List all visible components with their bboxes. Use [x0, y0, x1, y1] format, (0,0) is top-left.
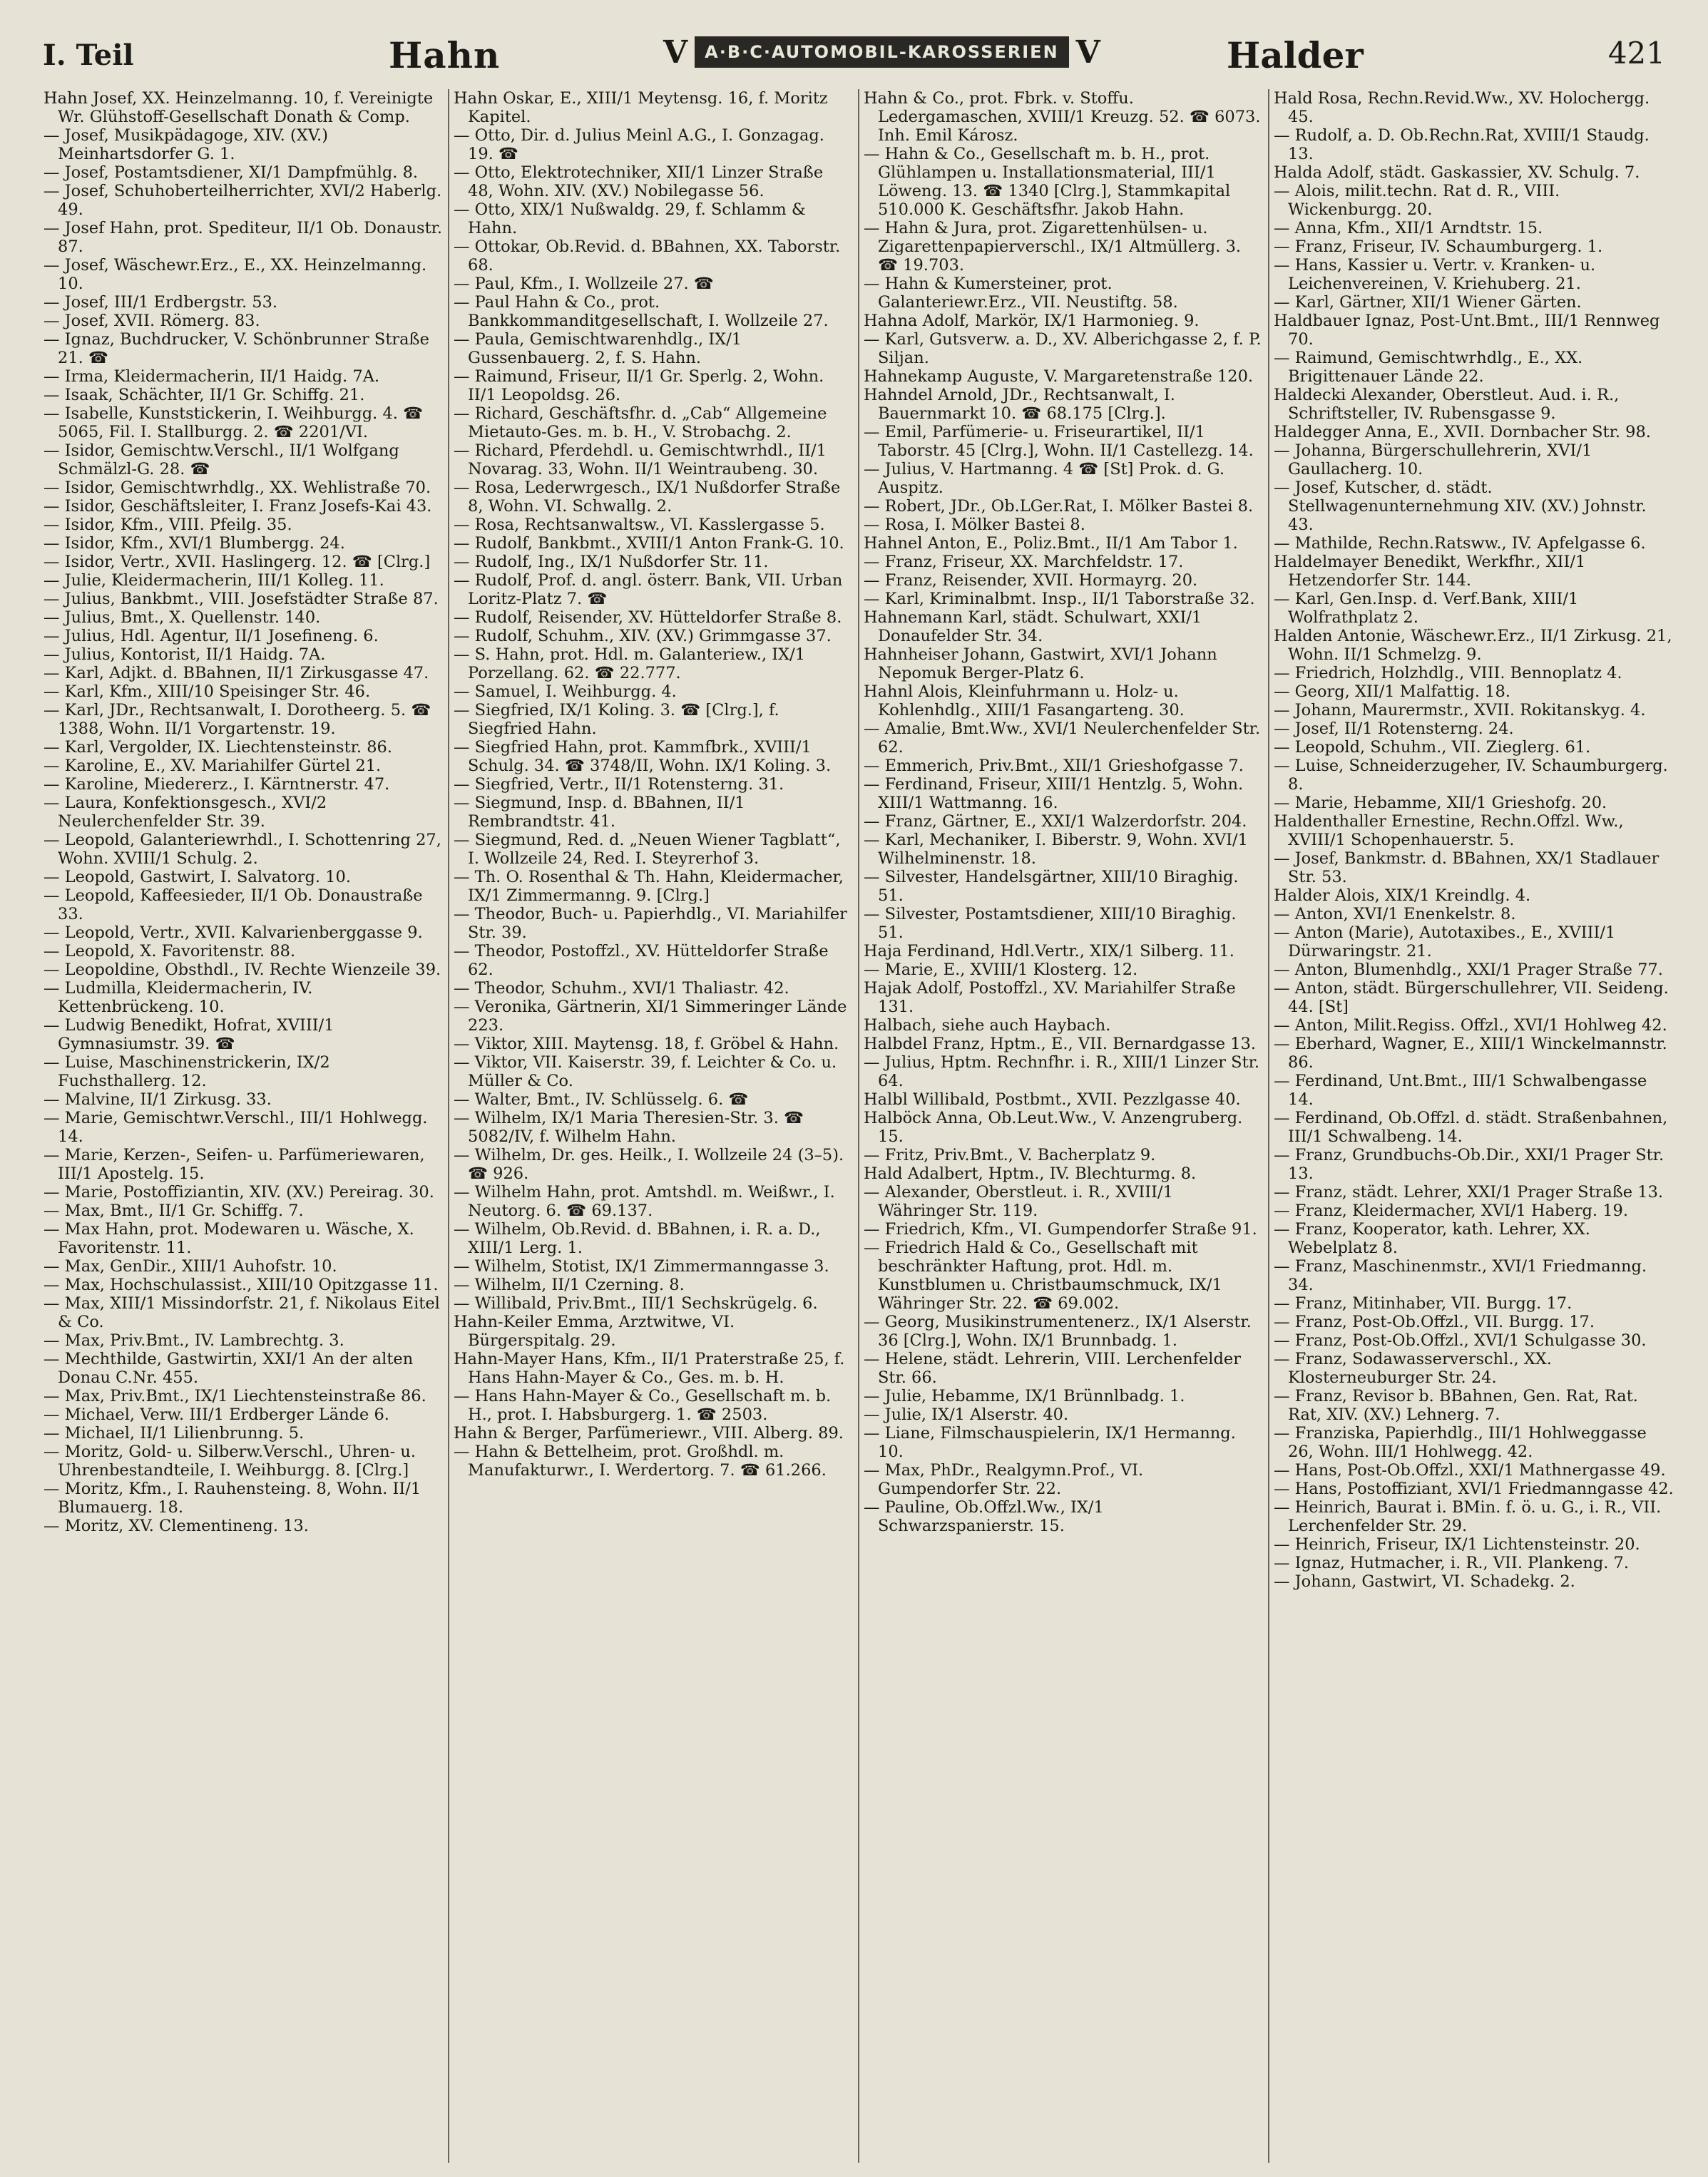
directory-entry: — Heinrich, Baurat i. BMin. f. ö. u. G., i. R., VII. Lerchenfelder Str. 29.	[1274, 1498, 1662, 1535]
directory-entry: — Michael, Verw. III/1 Erdberger Lände 6.	[44, 1405, 389, 1424]
directory-entry: — Franz, Friseur, IV. Schaumburgerg. 1.	[1274, 237, 1603, 256]
directory-entry: — Leopoldine, Obsthdl., IV. Rechte Wienzeile 39.	[44, 961, 441, 979]
directory-entry: — Otto, XIX/1 Nußwaldg. 29, f. Schlamm & Hahn.	[454, 200, 806, 237]
directory-entry: — Friedrich, Kfm., VI. Gumpendorfer Straße 91.	[864, 1220, 1257, 1239]
directory-entry: — Moritz, Kfm., I. Rauhensteing. 8, Wohn. II/1 Blumauerg. 18.	[44, 1480, 421, 1517]
directory-entry: — Isabelle, Kunststickerin, I. Weihburgg. 4. ☎ 5065, Fil. I. Stallburgg. 2. ☎ 2201/VI.	[44, 404, 424, 441]
directory-entry: — Robert, JDr., Ob.LGer.Rat, I. Mölker Bastei 8.	[864, 497, 1254, 516]
directory-entry: — Veronika, Gärtnerin, XI/1 Simmeringer Lände 223.	[454, 998, 847, 1035]
directory-entry: — Isidor, Gemischtw.Verschl., II/1 Wolfgang Schmälzl-G. 28. ☎	[44, 441, 399, 478]
advertisement-banner	[656, 34, 1108, 70]
directory-entry: Hahna Adolf, Markör, IX/1 Harmonieg. 9.	[864, 312, 1200, 330]
directory-entry: — Leopold, Schuhm., VII. Zieglerg. 61.	[1274, 738, 1591, 757]
directory-entry: — Julius, Bankbmt., VIII. Josefstädter Straße 87.	[44, 590, 439, 608]
directory-entry: — Siegfried Hahn, prot. Kammfbrk., XVIII/1 Schulg. 34. ☎ 3748/II, Wohn. IX/1 Koling. 3.	[454, 738, 832, 775]
directory-entry: — Emmerich, Priv.Bmt., XII/1 Grieshofgasse 7.	[864, 757, 1244, 775]
brand-logo-right: V	[1075, 34, 1100, 71]
directory-entry: — Karoline, E., XV. Mariahilfer Gürtel 21.	[44, 757, 382, 775]
directory-entry: — Max, Bmt., II/1 Gr. Schiffg. 7.	[44, 1202, 304, 1220]
directory-entry: — Siegfried, Vertr., II/1 Rotensterng. 31.	[454, 775, 784, 794]
directory-entry: Halder Alois, XIX/1 Kreindlg. 4.	[1274, 886, 1531, 905]
directory-entry: — Karl, Gärtner, XII/1 Wiener Gärten.	[1274, 293, 1582, 312]
directory-entry: — Marie, Postoffiziantin, XIV. (XV.) Pereirag. 30.	[44, 1183, 434, 1202]
directory-entry: — Willibald, Priv.Bmt., III/1 Sechskrügelg. 6.	[454, 1294, 818, 1313]
directory-entry: — Pauline, Ob.Offzl.Ww., IX/1 Schwarzspanierstr. 15.	[864, 1498, 1104, 1535]
directory-entry: — Anton (Marie), Autotaxibes., E., XVIII/1 Dürwaringstr. 21.	[1274, 923, 1616, 961]
directory-entry: — Julie, Hebamme, IX/1 Brünnlbadg. 1.	[864, 1387, 1185, 1405]
banner-text: A·B·C·AUTOMOBIL-KAROSSERIEN	[695, 36, 1069, 68]
directory-entry: — Friedrich Hald & Co., Gesellschaft mit beschränkter Haftung, prot. Hdl. m. Kunstblumen u. Christbaumschmuck, IX/1 Währinger Str. 22. ☎ 69.002.	[864, 1239, 1222, 1313]
directory-entry: — Marie, E., XVIII/1 Klosterg. 12.	[864, 961, 1138, 979]
directory-entry: — Franz, Maschinenmstr., XVI/1 Friedmanng. 34.	[1274, 1257, 1647, 1294]
directory-entry: — Paul, Kfm., I. Wollzeile 27. ☎	[454, 275, 714, 293]
directory-entry: — Julie, Kleidermacherin, III/1 Kolleg. 11.	[44, 571, 384, 590]
directory-entry: — Franz, städt. Lehrer, XXI/1 Prager Straße 13.	[1274, 1183, 1664, 1202]
directory-entry: — Emil, Parfümerie- u. Friseurartikel, II/1 Taborstr. 45 [Clrg.], Wohn. II/1 Castellezg. 14.	[864, 423, 1254, 460]
directory-entry: — Josef, Wäschewr.Erz., E., XX. Heinzelmanng. 10.	[44, 256, 427, 293]
directory-entry: — Josef, Schuhoberteilherrichter, XVI/2 Haberlg. 49.	[44, 182, 442, 219]
column-3	[859, 89, 1269, 2163]
directory-entry: — Karl, Kfm., XIII/10 Speisinger Str. 46.	[44, 682, 371, 701]
directory-entry: — Hans, Post-Ob.Offzl., XXI/1 Mathnergasse 49.	[1274, 1461, 1666, 1480]
directory-entry: — Wilhelm Hahn, prot. Amtshdl. m. Weißwr., I. Neutorg. 6. ☎ 69.137.	[454, 1183, 835, 1220]
directory-entry: — Anna, Kfm., XII/1 Arndtstr. 15.	[1274, 219, 1543, 237]
brand-logo-left: V	[663, 34, 688, 71]
directory-entry: — Julius, Kontorist, II/1 Haidg. 7A.	[44, 645, 326, 664]
directory-entry: — Max, PhDr., Realgymn.Prof., VI. Gumpendorfer Str. 22.	[864, 1461, 1144, 1498]
directory-entry: — Paul Hahn & Co., prot. Bankkommanditgesellschaft, I. Wollzeile 27.	[454, 293, 829, 330]
directory-entry: — Josef, Musikpädagoge, XIV. (XV.) Meinhartsdorfer G. 1.	[44, 126, 328, 163]
directory-entry: — Georg, Musikinstrumentenerz., IX/1 Alserstr. 36 [Clrg.], Wohn. IX/1 Brunnbadg. 1.	[864, 1313, 1252, 1350]
directory-entry: Hahnheiser Johann, Gastwirt, XVI/1 Johann Nepomuk Berger-Platz 6.	[864, 645, 1217, 682]
directory-entry: — Franz, Kooperator, kath. Lehrer, XX. Webelplatz 8.	[1274, 1220, 1590, 1257]
directory-entry: — Luise, Schneiderzugeher, IV. Schaumburgerg. 8.	[1274, 757, 1668, 794]
directory-entry: — Max, Priv.Bmt., IX/1 Liechtensteinstraße 86.	[44, 1387, 426, 1405]
directory-entry: — Th. O. Rosenthal & Th. Hahn, Kleidermacher, IX/1 Zimmermanng. 9. [Clrg.]	[454, 868, 844, 905]
directory-entry: — Johann, Maurermstr., XVII. Rokitanskyg. 4.	[1274, 701, 1646, 719]
directory-entry: — Wilhelm, Dr. ges. Heilk., I. Wollzeile 24 (3–5). ☎ 926.	[454, 1146, 844, 1183]
directory-entry: — Mechthilde, Gastwirtin, XXI/1 An der alten Donau C.Nr. 455.	[44, 1350, 414, 1387]
directory-entry: — Friedrich, Holzhdlg., VIII. Bennoplatz 4.	[1274, 664, 1622, 682]
directory-entry: — Helene, städt. Lehrerin, VIII. Lerchenfelder Str. 66.	[864, 1350, 1241, 1387]
directory-entry: — Wilhelm, Ob.Revid. d. BBahnen, i. R. a. D., XIII/1 Lerg. 1.	[454, 1220, 821, 1257]
directory-entry: — Julius, Bmt., X. Quellenstr. 140.	[44, 608, 321, 627]
directory-entry: Halden Antonie, Wäschewr.Erz., II/1 Zirkusg. 21, Wohn. II/1 Schmelzg. 9.	[1274, 627, 1672, 664]
directory-entry: — Karl, JDr., Rechtsanwalt, I. Dorotheerg. 5. ☎ 1388, Wohn. II/1 Vorgartenstr. 19.	[44, 701, 431, 738]
directory-entry: Haldelmayer Benedikt, Werkfhr., XII/1 Hetzendorfer Str. 144.	[1274, 553, 1586, 590]
directory-entry: — Leopold, Kaffeesieder, II/1 Ob. Donaustraße 33.	[44, 886, 423, 923]
directory-entry: — Luise, Maschinenstrickerin, IX/2 Fuchsthallerg. 12.	[44, 1053, 330, 1090]
directory-entry: — Marie, Kerzen-, Seifen- u. Parfümeriewaren, III/1 Apostelg. 15.	[44, 1146, 425, 1183]
directory-columns	[39, 89, 1687, 2163]
directory-entry: — Anton, Blumenhdlg., XXI/1 Prager Straße 77.	[1274, 961, 1663, 979]
directory-entry: — Johann, Gastwirt, VI. Schadekg. 2.	[1274, 1572, 1575, 1591]
directory-entry: Haldecki Alexander, Oberstleut. Aud. i. R., Schriftsteller, IV. Rubensgasse 9.	[1274, 386, 1620, 423]
page-number: 421	[1607, 36, 1665, 71]
directory-entry: — Viktor, VII. Kaiserstr. 39, f. Leichter & Co. u. Müller & Co.	[454, 1053, 837, 1090]
directory-entry: Haldenthaller Ernestine, Rechn.Offzl. Ww., XVIII/1 Schopenhauerstr. 5.	[1274, 812, 1624, 849]
directory-entry: — Marie, Gemischtwr.Verschl., III/1 Hohlwegg. 14.	[44, 1109, 428, 1146]
directory-entry: — Karl, Kriminalbmt. Insp., II/1 Taborstraße 32.	[864, 590, 1255, 608]
directory-entry: — Hans Hahn-Mayer & Co., Gesellschaft m. b. H., prot. I. Habsburgerg. 1. ☎ 2503.	[454, 1387, 832, 1424]
column-1	[39, 89, 449, 2163]
directory-entry: — Wilhelm, Stotist, IX/1 Zimmermanngasse 3.	[454, 1257, 829, 1276]
directory-entry: — Raimund, Friseur, II/1 Gr. Sperlg. 2, Wohn. II/1 Leopoldsg. 26.	[454, 367, 824, 404]
directory-entry: — Alexander, Oberstleut. i. R., XVIII/1 Währinger Str. 119.	[864, 1183, 1173, 1220]
directory-entry: — Moritz, XV. Clementineng. 13.	[44, 1517, 309, 1535]
directory-entry: — Siegmund, Insp. d. BBahnen, II/1 Rembrandtstr. 41.	[454, 794, 745, 831]
directory-entry: — Karl, Mechaniker, I. Biberstr. 9, Wohn. XVI/1 Wilhelminenstr. 18.	[864, 831, 1248, 868]
directory-entry: Hahn & Co., prot. Fbrk. v. Stoffu. Ledergamaschen, XVIII/1 Kreuzg. 52. ☎ 6073. Inh. Emil Károsz.	[864, 89, 1261, 145]
directory-entry: — Walter, Bmt., IV. Schlüsselg. 6. ☎	[454, 1090, 749, 1109]
directory-entry: — Johanna, Bürgerschullehrerin, XVI/1 Gaullacherg. 10.	[1274, 441, 1592, 478]
directory-entry: — Michael, II/1 Lilienbrunng. 5.	[44, 1424, 305, 1443]
directory-entry: — Isidor, Gemischtwrhdlg., XX. Wehlistraße 70.	[44, 478, 431, 497]
directory-entry: — Siegmund, Red. d. „Neuen Wiener Tagblatt“, I. Wollzeile 24, Red. I. Steyrerhof 3.	[454, 831, 841, 868]
directory-entry: Hajak Adolf, Postoffzl., XV. Mariahilfer Straße 131.	[864, 979, 1236, 1016]
directory-entry: — Karl, Adjkt. d. BBahnen, II/1 Zirkusgasse 47.	[44, 664, 429, 682]
directory-entry: — Josef, Kutscher, d. städt. Stellwagenunternehmung XIV. (XV.) Johnstr. 43.	[1274, 478, 1647, 534]
directory-entry: — Franz, Kleidermacher, XVI/1 Haberg. 19.	[1274, 1202, 1629, 1220]
last-surname-heading: Halder	[1227, 34, 1364, 76]
directory-entry: — Laura, Konfektionsgesch., XVI/2 Neulerchenfelder Str. 39.	[44, 794, 327, 831]
directory-entry: — Ottokar, Ob.Revid. d. BBahnen, XX. Taborstr. 68.	[454, 237, 841, 275]
directory-entry: Hald Rosa, Rechn.Revid.Ww., XV. Holochergg. 45.	[1274, 89, 1650, 126]
directory-entry: Haldegger Anna, E., XVII. Dornbacher Str. 98.	[1274, 423, 1651, 441]
directory-entry: — Max Hahn, prot. Modewaren u. Wäsche, X. Favoritenstr. 11.	[44, 1220, 414, 1257]
directory-entry: — Otto, Elektrotechniker, XII/1 Linzer Straße 48, Wohn. XIV. (XV.) Nobilegasse 56.	[454, 163, 824, 200]
directory-entry: — Ludmilla, Kleidermacherin, IV. Kettenbrückeng. 10.	[44, 979, 313, 1016]
directory-entry: — Richard, Pferdehdl. u. Gemischtwrhdl., II/1 Novarag. 33, Wohn. II/1 Weintraubeng. 30.	[454, 441, 827, 478]
directory-entry: — Hans, Postoffiziant, XVI/1 Friedmanngasse 42.	[1274, 1480, 1674, 1498]
directory-entry: — Franz, Post-Ob.Offzl., VII. Burgg. 17.	[1274, 1313, 1595, 1331]
directory-entry: — Paula, Gemischtwarenhdlg., IX/1 Gussenbauerg. 2, f. S. Hahn.	[454, 330, 742, 367]
directory-entry: — Amalie, Bmt.Ww., XVI/1 Neulerchenfelder Str. 62.	[864, 719, 1261, 757]
directory-entry: Hahn Oskar, E., XIII/1 Meytensg. 16, f. Moritz Kapitel.	[454, 89, 828, 126]
directory-entry: Halbdel Franz, Hptm., E., VII. Bernardgasse 13.	[864, 1035, 1257, 1053]
directory-entry: — Moritz, Gold- u. Silberw.Verschl., Uhren- u. Uhrenbestandteile, I. Weihburgg. 8. [Clrg.]	[44, 1443, 416, 1480]
directory-entry: — Silvester, Handelsgärtner, XIII/10 Biraghig. 51.	[864, 868, 1239, 905]
directory-entry: Hahndel Arnold, JDr., Rechtsanwalt, I. Bauernmarkt 10. ☎ 68.175 [Clrg.].	[864, 386, 1175, 423]
directory-entry: — Heinrich, Friseur, IX/1 Lichtensteinstr. 20.	[1274, 1535, 1640, 1554]
directory-entry: — Julie, IX/1 Alserstr. 40.	[864, 1405, 1069, 1424]
directory-entry: — Hans, Kassier u. Vertr. v. Kranken- u. Leichenvereinen, V. Kriehuberg. 21.	[1274, 256, 1596, 293]
directory-entry: — Ferdinand, Unt.Bmt., III/1 Schwalbengasse 14.	[1274, 1072, 1647, 1109]
directory-entry: — Hahn & Kumersteiner, prot. Galanteriewr.Erz., VII. Neustiftg. 58.	[864, 275, 1178, 312]
page-header	[43, 29, 1665, 86]
directory-entry: — Siegfried, IX/1 Koling. 3. ☎ [Clrg.], f. Siegfried Hahn.	[454, 701, 779, 738]
directory-entry: — Wilhelm, II/1 Czerning. 8.	[454, 1276, 685, 1294]
directory-entry: Halbl Willibald, Postbmt., XVII. Pezzlgasse 40.	[864, 1090, 1241, 1109]
directory-entry: — Ignaz, Hutmacher, i. R., VII. Plankeng. 7.	[1274, 1554, 1629, 1572]
directory-entry: — Josef, Postamtsdiener, XI/1 Dampfmühlg. 8.	[44, 163, 419, 182]
directory-entry: — Isidor, Kfm., VIII. Pfeilg. 35.	[44, 516, 292, 534]
directory-entry: — Karl, Vergolder, IX. Liechtensteinstr. 86.	[44, 738, 392, 757]
directory-entry: — S. Hahn, prot. Hdl. m. Galanteriew., IX/1 Porzellang. 62. ☎ 22.777.	[454, 645, 806, 682]
directory-entry: Hahn-Keiler Emma, Arztwitwe, VI. Bürgerspitalg. 29.	[454, 1313, 735, 1350]
directory-entry: — Georg, XII/1 Malfattig. 18.	[1274, 682, 1510, 701]
directory-entry: — Isidor, Kfm., XVI/1 Blumbergg. 24.	[44, 534, 345, 553]
directory-entry: — Samuel, I. Weihburgg. 4.	[454, 682, 677, 701]
directory-entry: — Josef, II/1 Rotensterng. 24.	[1274, 719, 1514, 738]
directory-entry: — Rosa, Rechtsanwaltsw., VI. Kasslergasse 5.	[454, 516, 825, 534]
directory-entry: — Julius, V. Hartmanng. 4 ☎ [St] Prok. d. G. Auspitz.	[864, 460, 1225, 497]
directory-entry: — Josef Hahn, prot. Spediteur, II/1 Ob. Donaustr. 87.	[44, 219, 443, 256]
directory-entry: Halbach, siehe auch Haybach.	[864, 1016, 1111, 1035]
directory-entry: Hahnekamp Auguste, V. Margaretenstraße 120.	[864, 367, 1254, 386]
directory-entry: — Malvine, II/1 Zirkusg. 33.	[44, 1090, 272, 1109]
directory-entry: — Alois, milit.techn. Rat d. R., VIII. Wickenburgg. 20.	[1274, 182, 1560, 219]
directory-entry: — Franz, Gärtner, E., XXI/1 Walzerdorfstr. 204.	[864, 812, 1247, 831]
directory-entry: — Wilhelm, IX/1 Maria Theresien-Str. 3. ☎ 5082/IV, f. Wilhelm Hahn.	[454, 1109, 804, 1146]
directory-entry: — Raimund, Gemischtwrhdlg., E., XX. Brigittenauer Lände 22.	[1274, 349, 1583, 386]
directory-entry: — Isidor, Vertr., XVII. Haslingerg. 12. ☎ [Clrg.]	[44, 553, 431, 571]
directory-entry: — Franz, Mitinhaber, VII. Burgg. 17.	[1274, 1294, 1573, 1313]
directory-entry: Halböck Anna, Ob.Leut.Ww., V. Anzengruberg. 15.	[864, 1109, 1243, 1146]
directory-entry: — Max, XIII/1 Missindorfstr. 21, f. Nikolaus Eitel & Co.	[44, 1294, 440, 1331]
directory-entry: — Ludwig Benedikt, Hofrat, XVIII/1 Gymnasiumstr. 39. ☎	[44, 1016, 334, 1053]
directory-entry: — Isidor, Geschäftsleiter, I. Franz Josefs-Kai 43.	[44, 497, 432, 516]
directory-entry: — Fritz, Priv.Bmt., V. Bacherplatz 9.	[864, 1146, 1156, 1164]
directory-entry: Halda Adolf, städt. Gaskassier, XV. Schulg. 7.	[1274, 163, 1640, 182]
directory-entry: — Anton, städt. Bürgerschullehrer, VII. Seideng. 44. [St]	[1274, 979, 1669, 1016]
directory-entry: — Josef, Bankmstr. d. BBahnen, XX/1 Stadlauer Str. 53.	[1274, 849, 1660, 886]
directory-entry: — Rudolf, Prof. d. angl. österr. Bank, VII. Urban Loritz-Platz 7. ☎	[454, 571, 843, 608]
directory-entry: — Franz, Post-Ob.Offzl., XVI/1 Schulgasse 30.	[1274, 1331, 1647, 1350]
directory-entry: — Viktor, XIII. Maytensg. 18, f. Gröbel & Hahn.	[454, 1035, 839, 1053]
directory-entry: Haldbauer Ignaz, Post-Unt.Bmt., III/1 Rennweg 70.	[1274, 312, 1660, 349]
directory-entry: — Ferdinand, Friseur, XIII/1 Hentzlg. 5, Wohn. XIII/1 Wattmanng. 16.	[864, 775, 1244, 812]
directory-entry: — Leopold, X. Favoritenstr. 88.	[44, 942, 296, 961]
directory-entry: — Leopold, Gastwirt, I. Salvatorg. 10.	[44, 868, 352, 886]
directory-entry: Hahn Josef, XX. Heinzelmanng. 10, f. Vereinigte Wr. Glühstoff-Gesellschaft Donath & Comp.	[44, 89, 434, 126]
directory-entry: — Theodor, Postoffzl., XV. Hütteldorfer Straße 62.	[454, 942, 829, 979]
directory-entry: — Theodor, Schuhm., XVI/1 Thaliastr. 42.	[454, 979, 789, 998]
directory-entry: Hahnel Anton, E., Poliz.Bmt., II/1 Am Tabor 1.	[864, 534, 1238, 553]
directory-entry: — Franz, Friseur, XX. Marchfeldstr. 17.	[864, 553, 1184, 571]
directory-entry: — Karoline, Miedererz., I. Kärntnerstr. 47.	[44, 775, 390, 794]
directory-entry: — Josef, III/1 Erdbergstr. 53.	[44, 293, 278, 312]
directory-entry: — Richard, Geschäftsfhr. d. „Cab“ Allgemeine Mietauto-Ges. m. b. H., V. Strobachg. 2.	[454, 404, 827, 441]
directory-entry: — Max, Hochschulassist., XIII/10 Opitzgasse 11.	[44, 1276, 439, 1294]
directory-entry: — Liane, Filmschauspielerin, IX/1 Hermanng. 10.	[864, 1424, 1236, 1461]
directory-entry: — Ferdinand, Ob.Offzl. d. städt. Straßenbahnen, III/1 Schwalbeng. 14.	[1274, 1109, 1668, 1146]
directory-entry: — Rudolf, a. D. Ob.Rechn.Rat, XVIII/1 Staudg. 13.	[1274, 126, 1650, 163]
directory-entry: — Marie, Hebamme, XII/1 Grieshofg. 20.	[1274, 794, 1607, 812]
directory-entry: — Karl, Gen.Insp. d. Verf.Bank, XIII/1 Wolfrathplatz 2.	[1274, 590, 1579, 627]
directory-entry: — Franz, Grundbuchs-Ob.Dir., XXI/1 Prager Str. 13.	[1274, 1146, 1664, 1183]
directory-entry: — Max, Priv.Bmt., IV. Lambrechtg. 3.	[44, 1331, 344, 1350]
directory-entry: Haja Ferdinand, Hdl.Vertr., XIX/1 Silberg. 11.	[864, 942, 1234, 961]
directory-entry: — Anton, Milit.Regiss. Offzl., XVI/1 Hohlweg 42.	[1274, 1016, 1667, 1035]
directory-entry: — Julius, Hptm. Rechnfhr. i. R., XIII/1 Linzer Str. 64.	[864, 1053, 1260, 1090]
directory-entry: — Karl, Gutsverw. a. D., XV. Alberichgasse 2, f. P. Siljan.	[864, 330, 1262, 367]
directory-entry: Hahn-Mayer Hans, Kfm., II/1 Praterstraße 25, f. Hans Hahn-Mayer & Co., Ges. m. b. H.	[454, 1350, 845, 1387]
directory-entry: — Franz, Reisender, XVII. Hormayrg. 20.	[864, 571, 1198, 590]
directory-entry: — Franz, Revisor b. BBahnen, Gen. Rat, Rat. Rat, XIV. (XV.) Lehnerg. 7.	[1274, 1387, 1638, 1424]
directory-entry: — Hahn & Jura, prot. Zigarettenhülsen- u. Zigarettenpapierverschl., IX/1 Altmüllerg. 3. ☎ 19.703.	[864, 219, 1242, 275]
column-4	[1269, 89, 1679, 2163]
directory-entry: Hahnl Alois, Kleinfuhrmann u. Holz- u. Kohlenhdlg., XIII/1 Fasangarteng. 30.	[864, 682, 1185, 719]
directory-entry: — Silvester, Postamtsdiener, XIII/10 Biraghig. 51.	[864, 905, 1237, 942]
directory-entry: — Franziska, Papierhdlg., III/1 Hohlweggasse 26, Wohn. III/1 Hohlwegg. 42.	[1274, 1424, 1647, 1461]
directory-entry: — Max, GenDir., XIII/1 Auhofstr. 10.	[44, 1257, 337, 1276]
directory-entry: — Rudolf, Reisender, XV. Hütteldorfer Straße 8.	[454, 608, 842, 627]
directory-entry: — Rudolf, Schuhm., XIV. (XV.) Grimmgasse 37.	[454, 627, 832, 645]
directory-entry: — Hahn & Co., Gesellschaft m. b. H., prot. Glühlampen u. Installationsmaterial, III/1 Löweng. 13. ☎ 1340 [Clrg.], Stammkapital 510.000 K. Geschäftsfhr. Jakob Hahn.	[864, 145, 1231, 219]
directory-entry: — Anton, XVI/1 Enenkelstr. 8.	[1274, 905, 1516, 923]
directory-entry: — Julius, Hdl. Agentur, II/1 Josefineng. 6.	[44, 627, 379, 645]
directory-entry: — Hahn & Bettelheim, prot. Großhdl. m. Manufakturwr., I. Werdertorg. 7. ☎ 61.266.	[454, 1443, 827, 1480]
directory-entry: — Isaak, Schächter, II/1 Gr. Schiffg. 21.	[44, 386, 365, 404]
directory-entry: — Rudolf, Bankbmt., XVIII/1 Anton Frank-G. 10.	[454, 534, 844, 553]
directory-entry: — Leopold, Galanteriewrhdl., I. Schottenring 27, Wohn. XVIII/1 Schulg. 2.	[44, 831, 441, 868]
directory-entry: — Theodor, Buch- u. Papierhdlg., VI. Mariahilfer Str. 39.	[454, 905, 847, 942]
directory-entry: — Irma, Kleidermacherin, II/1 Haidg. 7A.	[44, 367, 380, 386]
directory-entry: — Rudolf, Ing., IX/1 Nußdorfer Str. 11.	[454, 553, 769, 571]
directory-entry: — Josef, XVII. Römerg. 83.	[44, 312, 260, 330]
directory-entry: — Franz, Sodawasserverschl., XX. Klosterneuburger Str. 24.	[1274, 1350, 1552, 1387]
directory-entry: Hahn & Berger, Parfümeriewr., VIII. Alberg. 89.	[454, 1424, 844, 1443]
first-surname-heading: Hahn	[389, 34, 501, 76]
directory-entry: — Ignaz, Buchdrucker, V. Schönbrunner Straße 21. ☎	[44, 330, 429, 367]
directory-entry: Hald Adalbert, Hptm., IV. Blechturmg. 8.	[864, 1164, 1197, 1183]
directory-entry: — Mathilde, Rechn.Ratsww., IV. Apfelgasse 6.	[1274, 534, 1646, 553]
directory-entry: — Rosa, Lederwrgesch., IX/1 Nußdorfer Straße 8, Wohn. VI. Schwallg. 2.	[454, 478, 841, 516]
directory-entry: — Otto, Dir. d. Julius Meinl A.G., I. Gonzagag. 19. ☎	[454, 126, 824, 163]
directory-entry: Hahnemann Karl, städt. Schulwart, XXI/1 Donaufelder Str. 34.	[864, 608, 1202, 645]
section-label: I. Teil	[43, 39, 134, 72]
column-2	[449, 89, 859, 2163]
directory-entry: — Eberhard, Wagner, E., XIII/1 Winckelmannstr. 86.	[1274, 1035, 1667, 1072]
directory-entry: — Rosa, I. Mölker Bastei 8.	[864, 516, 1085, 534]
directory-entry: — Leopold, Vertr., XVII. Kalvarienberggasse 9.	[44, 923, 423, 942]
